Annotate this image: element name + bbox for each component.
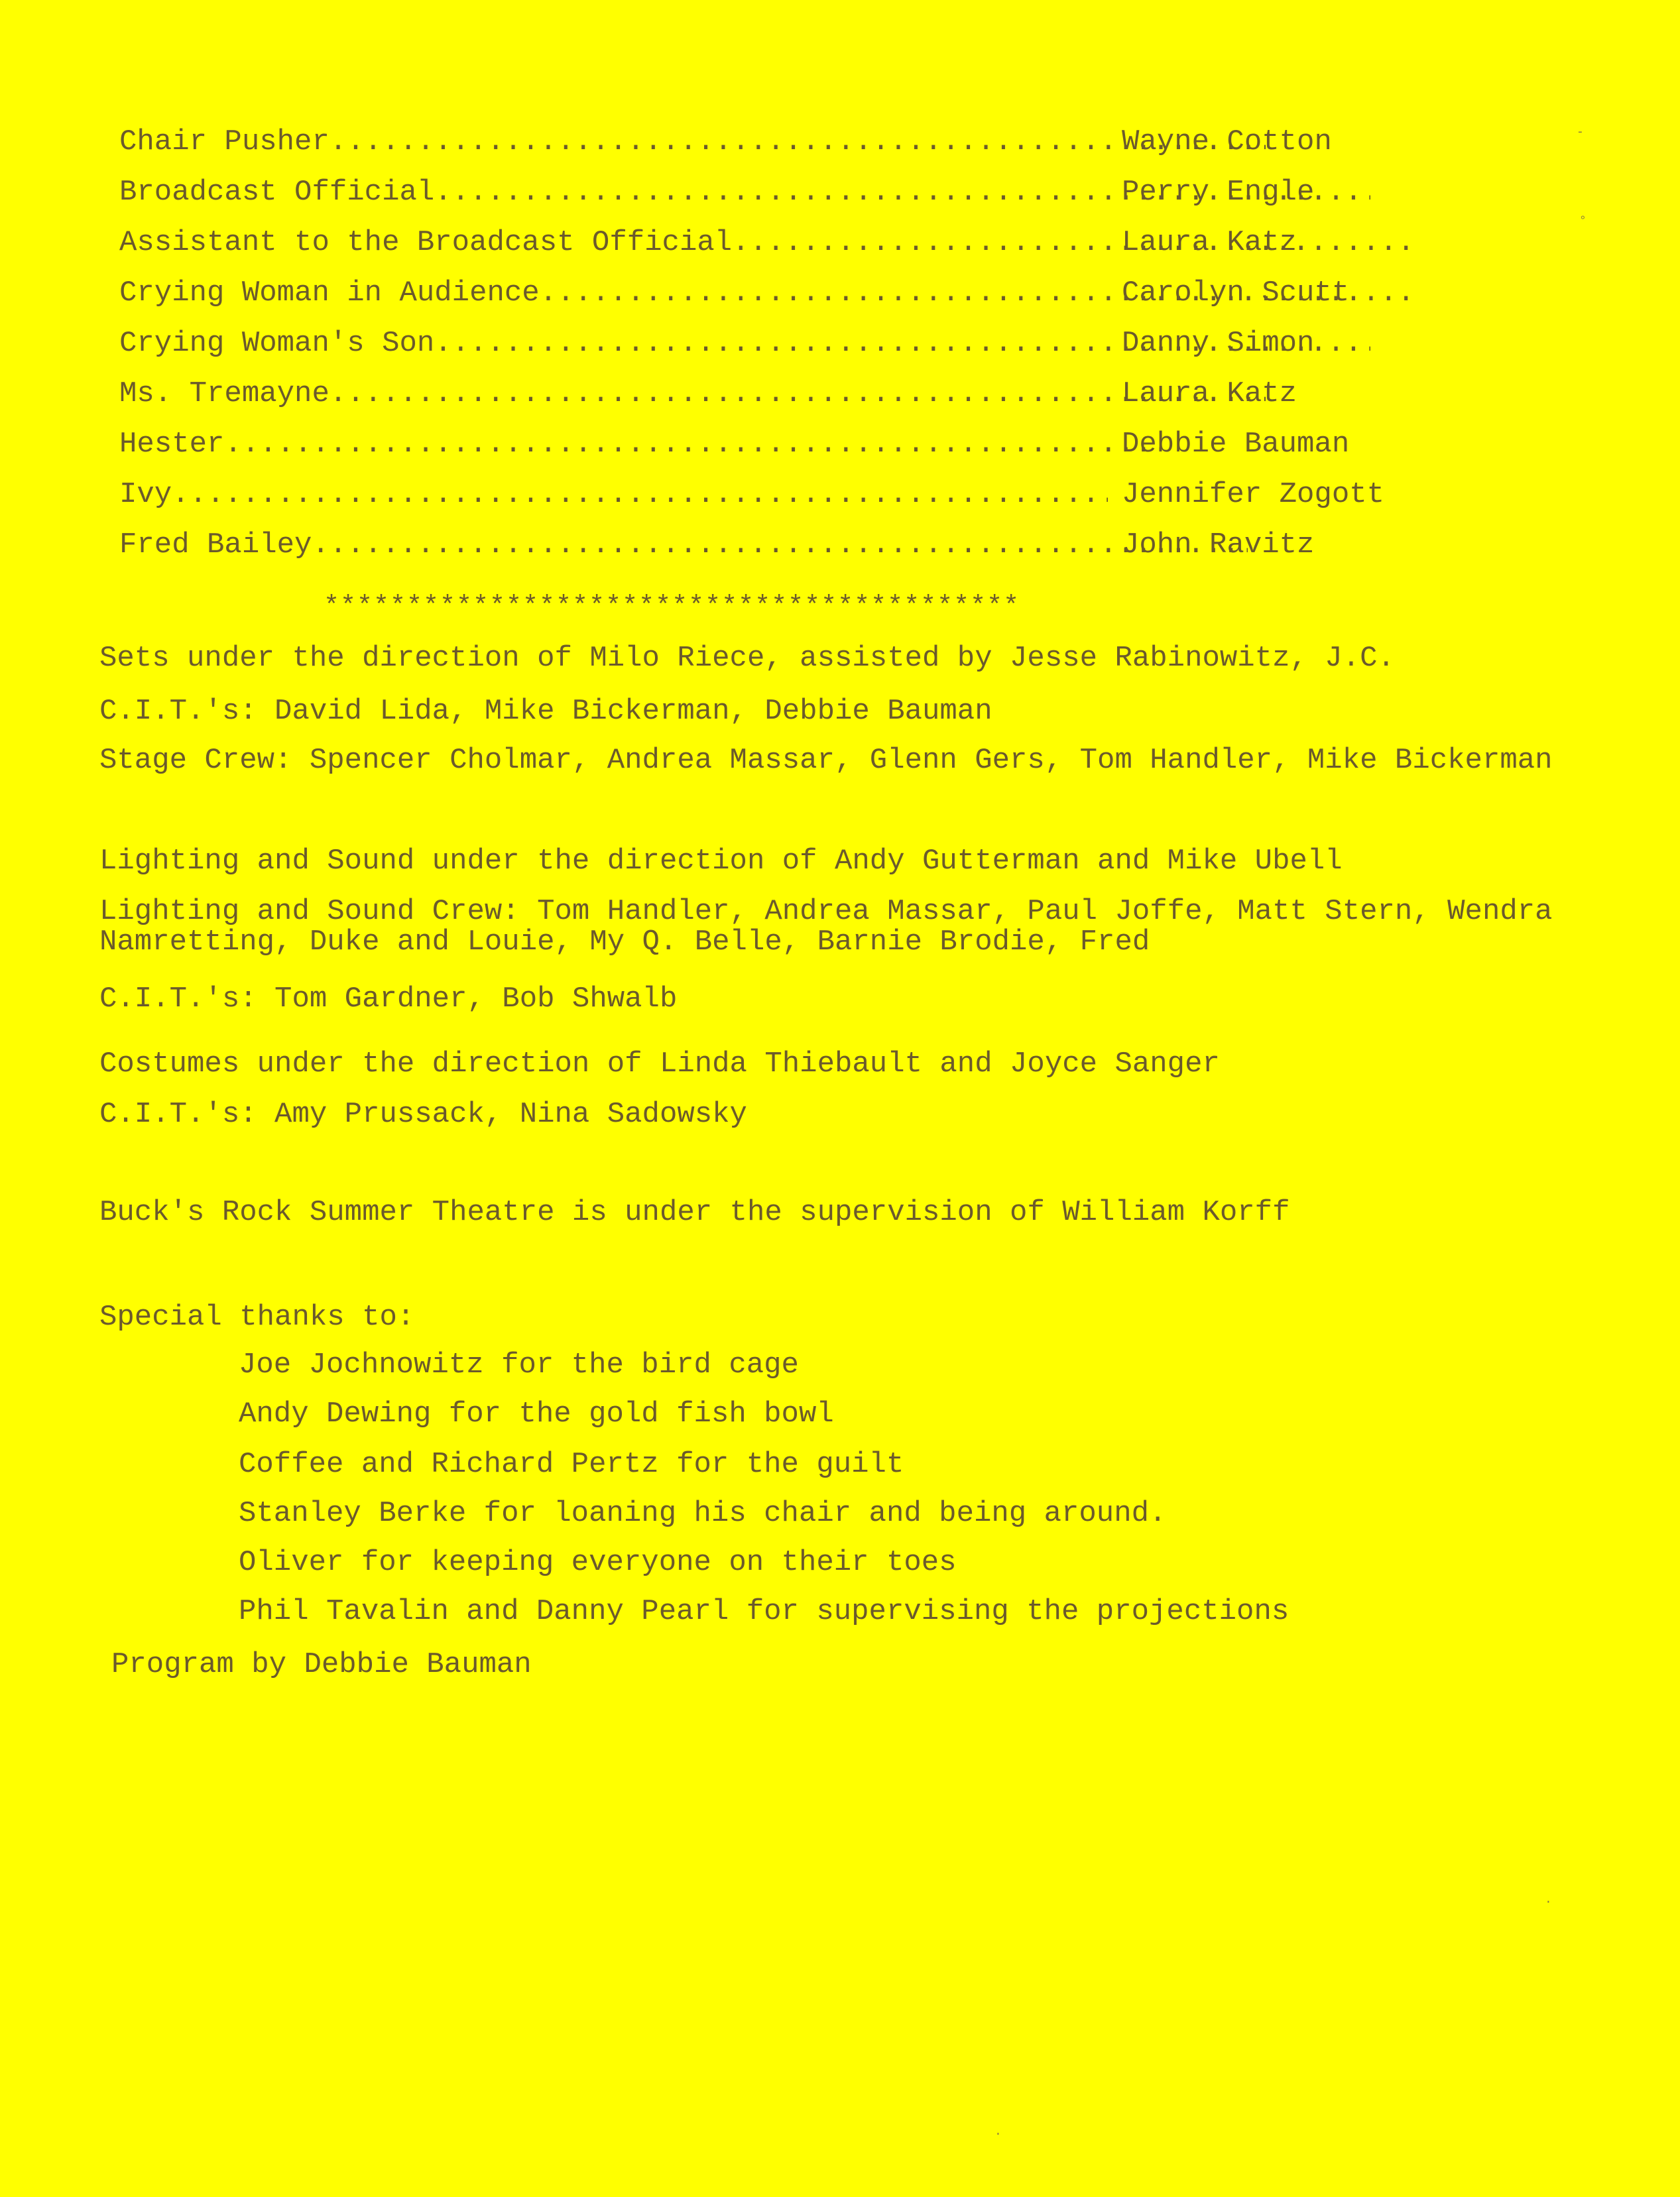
leader-dots — [312, 526, 1248, 564]
cast-role: Crying Woman in Audience — [119, 276, 540, 310]
cast-row — [119, 426, 1419, 463]
cast-actor: Danny Simon — [1122, 327, 1315, 360]
lighting-credit: Lighting and Sound under the direction of Andy Gutterman and Mike Ubell — [99, 845, 1343, 878]
costumes-credit: Costumes under the direction of Linda Thiebault and Joyce Sanger — [99, 1047, 1220, 1081]
cast-role: Hester — [119, 428, 225, 461]
leader-dots — [224, 426, 1160, 463]
cast-role: Chair Pusher — [119, 125, 330, 158]
stage-crew-credit: Stage Crew: Spencer Cholmar, Andrea Massar, Glenn Gers, Tom Handler, Mike Bickerman — [99, 744, 1553, 777]
asterisk-divider: ****************************************** — [324, 592, 1020, 622]
cast-role: Assistant to the Broadcast Official — [119, 226, 733, 259]
cast-row — [119, 325, 1419, 362]
cast-row — [119, 526, 1419, 564]
costumes-cits-credit: C.I.T.'s: Amy Prussack, Nina Sadowsky — [99, 1098, 747, 1131]
cast-role: Ivy — [119, 478, 172, 511]
thanks-item: Andy Dewing for the gold fish bowl — [239, 1397, 834, 1431]
cast-row — [119, 375, 1419, 412]
paper-speck: - — [1577, 126, 1584, 139]
thanks-heading: Special thanks to: — [99, 1301, 415, 1334]
cast-role: Fred Bailey — [119, 528, 312, 562]
cast-actor: Jennifer Zogott — [1122, 478, 1385, 511]
cast-row — [119, 274, 1419, 312]
leader-dots — [732, 224, 1419, 261]
leader-dots — [172, 476, 1108, 513]
thanks-item: Oliver for keeping everyone on their toes — [239, 1546, 957, 1579]
cast-actor: Wayne Cotton — [1122, 125, 1332, 158]
program-by-credit: Program by Debbie Bauman — [111, 1648, 532, 1681]
cast-row — [119, 174, 1419, 211]
lighting-cits-credit: C.I.T.'s: Tom Gardner, Bob Shwalb — [99, 982, 678, 1016]
supervision-credit: Buck's Rock Summer Theatre is under the supervision of William Korff — [99, 1196, 1290, 1229]
cast-role: Broadcast Official — [119, 176, 435, 209]
cast-actor: Perry Engle — [1122, 176, 1315, 209]
sets-cits-credit: C.I.T.'s: David Lida, Mike Bickerman, Debbie Bauman — [99, 695, 992, 728]
lighting-crew-credit: Lighting and Sound Crew: Tom Handler, Andrea Massar, Paul Joffe, Matt Stern, Wendra Namretting, Duke and Louie, My Q. Belle, Barnie Brodie, Fred — [99, 895, 1553, 959]
thanks-item: Stanley Berke for loaning his chair and being around. — [239, 1497, 1167, 1530]
cast-actor: Carolyn Scutt — [1122, 276, 1350, 310]
sets-credit: Sets under the direction of Milo Riece, assisted by Jesse Rabinowitz, J.C. — [99, 642, 1395, 675]
paper-speck: · — [1545, 1896, 1552, 1909]
cast-role: Crying Woman's Son — [119, 327, 435, 360]
cast-actor: Laura Katz — [1122, 377, 1297, 410]
cast-actor: Laura Katz — [1122, 226, 1297, 259]
cast-row — [119, 476, 1419, 513]
cast-actor: Debbie Bauman — [1122, 428, 1350, 461]
cast-actor: John Ravitz — [1122, 528, 1315, 562]
cast-row — [119, 224, 1419, 261]
thanks-item: Coffee and Richard Pertz for the guilt — [239, 1448, 904, 1481]
paper-speck: ° — [1579, 215, 1587, 228]
thanks-item: Joe Jochnowitz for the bird cage — [239, 1348, 799, 1382]
cast-role: Ms. Tremayne — [119, 377, 330, 410]
paper-speck: · — [994, 2128, 1002, 2141]
cast-row — [119, 123, 1419, 160]
thanks-item: Phil Tavalin and Danny Pearl for supervising the projections — [239, 1595, 1290, 1628]
